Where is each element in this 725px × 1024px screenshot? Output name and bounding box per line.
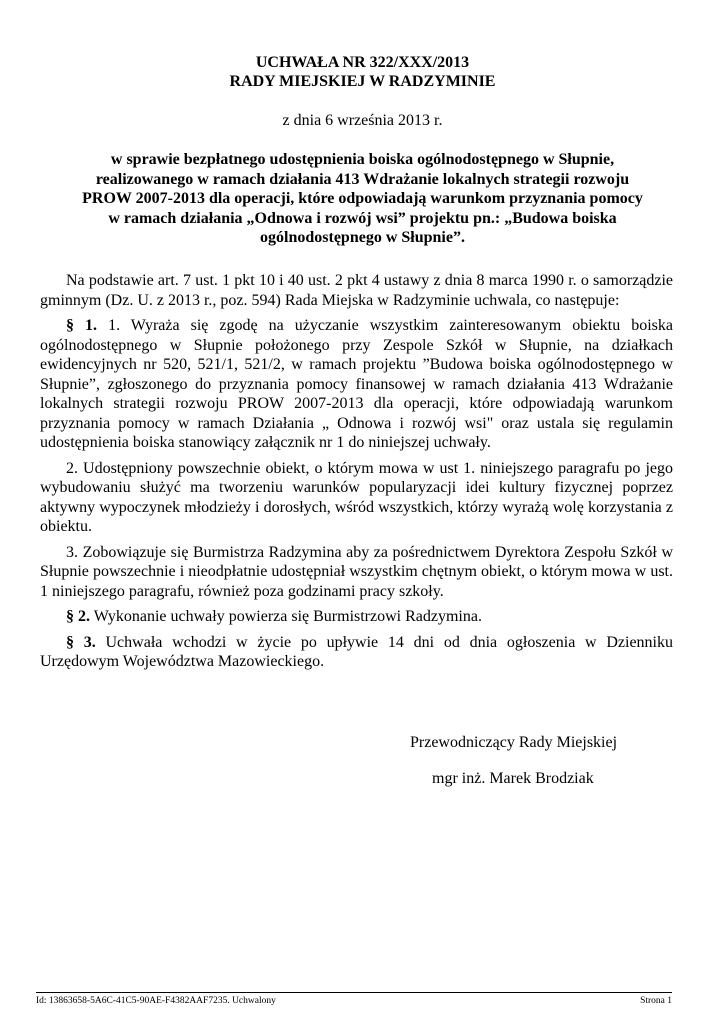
section-2-mark: § 2.: [66, 608, 90, 625]
subject-line: w ramach działania „Odnowa i rozwój wsi” projektu pn.: „Budowa boiska: [108, 209, 617, 227]
resolution-subject: [62, 150, 663, 248]
section-3: § 3. Uchwała wchodzi w życie po upływie 14 dni od dnia ogłoszenia w Dzienniku Urzędowym Województwa Mazowieckiego.: [40, 633, 674, 670]
subject-line: ogólnodostępnego w Słupnie”.: [260, 229, 465, 246]
section-1-mark: § 1.: [66, 317, 98, 334]
document-id: Id: 13863658-5A6C-41C5-90AE-F4382AAF7235. Uchwalony: [36, 996, 276, 1006]
signatory-name: mgr inż. Marek Brodziak: [432, 770, 594, 787]
section-3-mark: § 3.: [66, 633, 96, 651]
subject-line: w sprawie bezpłatnego udostępnienia boiska ogólnodostępnego w Słupnie,: [110, 151, 615, 168]
page-number: Strona 1: [640, 996, 672, 1006]
council-name: RADY MIEJSKIEJ W RADZYMINIE: [229, 73, 496, 90]
preamble: Na podstawie art. 7 ust. 1 pkt 10 i 40 ust. 2 pkt 4 ustawy z dnia 8 marca 1990 r. o samorządzie gminnym (Dz. U. z 2013 r., poz. 594) Rada Miejska w Radzyminie uchwala, co następuje:: [40, 272, 673, 309]
section-1-paragraph-3: 3. Zobowiązuje się Burmistrza Radzymina aby za pośrednictwem Dyrektora Zespołu Szkół w Słupnie powszechnie i nieodpłatnie udostępniał wszystkim chętnym obiekt, o którym mowa w ust. 1 niniejszego paragrafu, również poza godzinami pracy szkoły.: [40, 543, 673, 600]
resolution-title: UCHWAŁA NR 322/XXX/2013: [255, 54, 470, 71]
footer-divider: [36, 992, 672, 993]
section-2: § 2. Wykonanie uchwały powierza się Burmistrzowi Radzymina.: [66, 608, 482, 625]
resolution-date: z dnia 6 września 2013 r.: [282, 112, 443, 129]
document-body: [40, 271, 673, 672]
signatory-role: Przewodniczący Rady Miejskiej: [410, 734, 618, 751]
section-1-paragraph-1: § 1. 1. Wyraża się zgodę na użyczanie wszystkim zainteresowanym obiektu boiska ogólnodostępnego w Słupnie położonego przy Zespole Szkół w Słupnie, na działkach ewidencyjnych nr 520, 521/1, 521/2, w ramach projektu ”Budowa boiska ogólnodostępnego w Słupnie”, zgłoszonego do przyznania pomocy finansowej w ramach działania 413 Wdrażanie lokalnych strategii rozwoju PROW 2007-2013 dla operacji, które odpowiadają warunkom przyznania pomocy w ramach Działania „ Odnowa i rozwój wsi" oraz ustala się regulamin udostępnienia boiska stanowiący załącznik nr 1 do niniejszej uchwały.: [40, 317, 673, 451]
subject-line: PROW 2007-2013 dla operacji, które odpowiadają warunkom przyznania pomocy: [82, 190, 643, 207]
subject-line: realizowanego w ramach działania 413 Wdrażanie lokalnych strategii rozwoju: [95, 170, 630, 188]
section-1-paragraph-2: 2. Udostępniony powszechnie obiekt, o którym mowa w ust 1. niniejszego paragrafu po jego wybudowaniu służyć ma tworzeniu warunków popularyzacji idei kultury fizycznej poprzez aktywny wypoczynek młodzieży i dorosłych, wśród wszystkich, którzy wyrażą wolę korzystania z obiektu.: [40, 459, 673, 535]
